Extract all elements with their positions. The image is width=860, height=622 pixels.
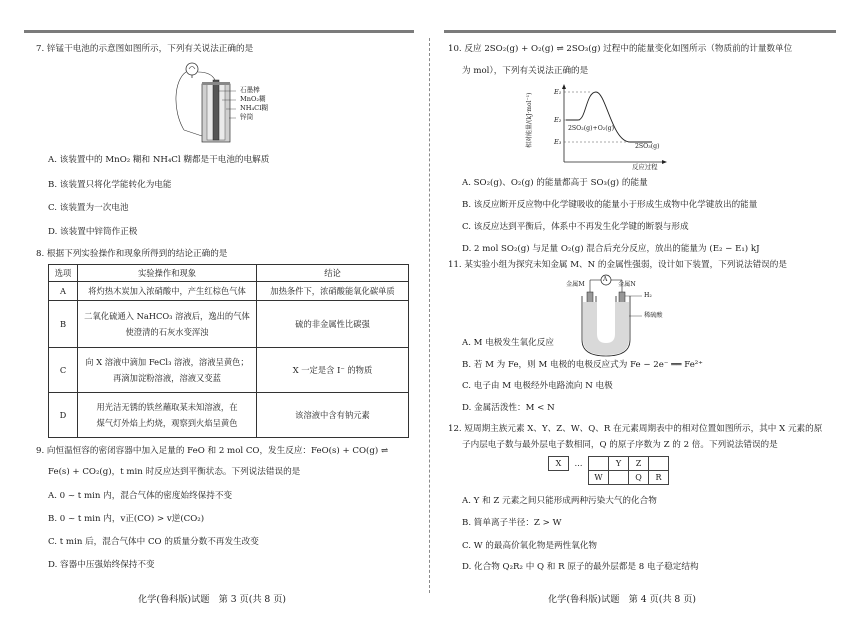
cell-meter-label: A	[603, 276, 608, 283]
table-row	[49, 282, 409, 301]
cell-empty	[589, 457, 609, 471]
page-footer-right: 化学(鲁科版)试题 第 4 页(共 8 页)	[548, 594, 696, 605]
cell-empty	[549, 471, 569, 485]
energy-e1-label: E₁	[554, 88, 562, 96]
battery-label-mno2: MnO₂糊	[240, 95, 266, 103]
page-footer-left: 化学(鲁科版)试题 第 3 页(共 8 页)	[138, 594, 286, 605]
q12-option-b: B. 简单离子半径：Z > W	[462, 518, 562, 528]
cell-acid-label: 稀硫酸	[644, 312, 663, 319]
row-option: A	[49, 282, 78, 301]
cell-q: Q	[629, 471, 649, 485]
row-option: D	[49, 393, 78, 438]
q10-option-a: A. SO₂(g)、O₂(g) 的能量都高于 SO₃(g) 的能量	[462, 178, 648, 188]
battery-label-graphite: 石墨棒	[240, 86, 260, 94]
q7-option-b: B. 该装置只将化学能转化为电能	[48, 180, 172, 190]
energy-e3-label: E₃	[554, 138, 562, 146]
table-row	[49, 301, 409, 348]
cell-z: Z	[629, 457, 649, 471]
cell-y: Y	[609, 457, 629, 471]
q12-option-a: A. Y 和 Z 元素之间只能形成两种污染大气的化合物	[462, 496, 657, 506]
column-divider	[429, 38, 430, 593]
energy-product-label: 2SO₃(g)	[635, 143, 660, 150]
row-conclusion: 硫的非金属性比碳强	[257, 301, 409, 348]
q11-option-d: D. 金属活泼性：M < N	[462, 403, 555, 413]
cell-w: W	[589, 471, 609, 485]
q7-option-d: D. 该装置中锌筒作正极	[48, 227, 138, 237]
q12-stem-line2: 子内层电子数与最外层电子数相同，Q 的原子序数为 Z 的 2 倍。下列说法错误的是	[462, 440, 778, 450]
top-bar-left	[24, 30, 414, 33]
q9-stem-line2: Fe(s) + CO₂(g)，t min 时反应达到平衡状态。下列说法错误的是	[48, 467, 301, 477]
q10-stem-line1: 10. 反应 2SO₂(g) + O₂(g) ⇌ 2SO₃(g) 过程中的能量变化如图所示（物质前的计量数单位	[448, 44, 793, 54]
row-operation: 将灼热木炭加入浓硝酸中，产生红棕色气体	[78, 282, 257, 301]
periodic-table-fragment	[548, 456, 669, 485]
table-header-option: 选项	[49, 265, 78, 282]
q10-option-d: D. 2 mol SO₂(g) 与足量 O₂(g) 混合后充分反应，放出的能量为 (E₂ − E₁) kJ	[462, 244, 760, 254]
cell-r: R	[649, 471, 669, 485]
row-operation: 二氧化硫通入 NaHCO₃ 溶液后，逸出的气体 使澄清的石灰水变浑浊	[78, 301, 257, 348]
q10-option-c: C. 该反应达到平衡后，体系中不再发生化学键的断裂与形成	[462, 222, 689, 232]
q7-option-c: C. 该装置为一次电池	[48, 203, 129, 213]
cell-metal-m-label: 金属M	[566, 281, 585, 288]
q12-option-d: D. 化合物 Q₂R₂ 中 Q 和 R 原子的最外层都是 8 电子稳定结构	[462, 562, 699, 572]
q10-option-b: B. 该反应断开反应物中化学键吸收的能量小于形成生成物中化学键放出的能量	[462, 200, 758, 210]
cell-empty	[649, 457, 669, 471]
q8-stem: 8. 根据下列实验操作和现象所得到的结论正确的是	[36, 249, 228, 259]
cell-empty	[609, 471, 629, 485]
row-conclusion: 该溶液中含有钠元素	[257, 393, 409, 438]
table-row	[49, 393, 409, 438]
q9-option-a: A. 0 ~ t min 内，混合气体的密度始终保持不变	[48, 491, 233, 501]
row-conclusion: X 一定是含 I⁻ 的物质	[257, 348, 409, 393]
cell-ellipsis: …	[574, 458, 583, 468]
cell-x: X	[549, 457, 569, 471]
q11-option-c: C. 电子由 M 电极经外电路流向 N 电极	[462, 381, 613, 391]
table-header-operation: 实验操作和现象	[78, 265, 257, 282]
row-option: C	[49, 348, 78, 393]
row-conclusion: 加热条件下，浓硝酸能氧化碳单质	[257, 282, 409, 301]
row-operation: 用光洁无锈的铁丝蘸取某未知溶液，在 煤气灯外焰上灼烧，观察到火焰呈黄色	[78, 393, 257, 438]
cell-metal-n-label: 金属N	[618, 281, 636, 288]
energy-reactant-label: 2SO₂(g)+O₂(g)	[568, 125, 615, 132]
top-bar-right	[444, 30, 836, 33]
row-operation: 向 X 溶液中滴加 FeCl₃ 溶液，溶液呈黄色； 再滴加淀粉溶液，溶液又变蓝	[78, 348, 257, 393]
q9-stem-line1: 9. 向恒温恒容的密闭容器中加入足量的 FeO 和 2 mol CO，发生反应：FeO(s) + CO(g) ⇌	[36, 446, 389, 456]
energy-ylabel: 相对能量/(kJ·mol⁻¹)	[526, 92, 533, 148]
energy-xlabel: 反应过程	[632, 163, 658, 171]
q9-option-d: D. 容器中压强始终保持不变	[48, 560, 155, 570]
table-header-conclusion: 结论	[257, 265, 409, 282]
q7-option-a: A. 该装置中的 MnO₂ 糊和 NH₄Cl 糊都是干电池的电解质	[48, 155, 270, 165]
q12-option-c: C. W 的最高价氧化物是两性氧化物	[462, 541, 598, 551]
q9-option-c: C. t min 后，混合气体中 CO 的质量分数不再发生改变	[48, 537, 259, 547]
battery-label-zinc: 锌筒	[240, 113, 254, 121]
q7-stem: 7. 锌锰干电池的示意图如图所示，下列有关说法正确的是	[36, 44, 254, 54]
q10-stem-line2: 为 mol），下列有关说法正确的是	[462, 66, 589, 76]
q11-stem: 11. 某实验小组为探究未知金属 M、N 的金属性强弱，设计如下装置，下列说法错误的是	[448, 260, 787, 270]
q8-experiment-table	[48, 264, 409, 438]
row-option: B	[49, 301, 78, 348]
q12-stem-line1: 12. 短周期主族元素 X、Y、Z、W、Q、R 在元素周期表中的相对位置如图所示，其中 X 元素的原	[448, 424, 823, 434]
cell-h2-label: H₂	[644, 292, 652, 299]
cell-empty	[569, 471, 589, 485]
battery-label-nh4cl: NH₄Cl糊	[240, 104, 268, 112]
table-row	[49, 348, 409, 393]
q9-option-b: B. 0 ~ t min 内，v正(CO) > v逆(CO₂)	[48, 514, 205, 524]
q11-option-a: A. M 电极发生氧化反应	[462, 338, 554, 348]
q11-option-b: B. 若 M 为 Fe，则 M 电极的电极反应式为 Fe − 2e⁻ ══ Fe²⁺	[462, 360, 703, 370]
energy-e2-label: E₂	[554, 116, 562, 124]
